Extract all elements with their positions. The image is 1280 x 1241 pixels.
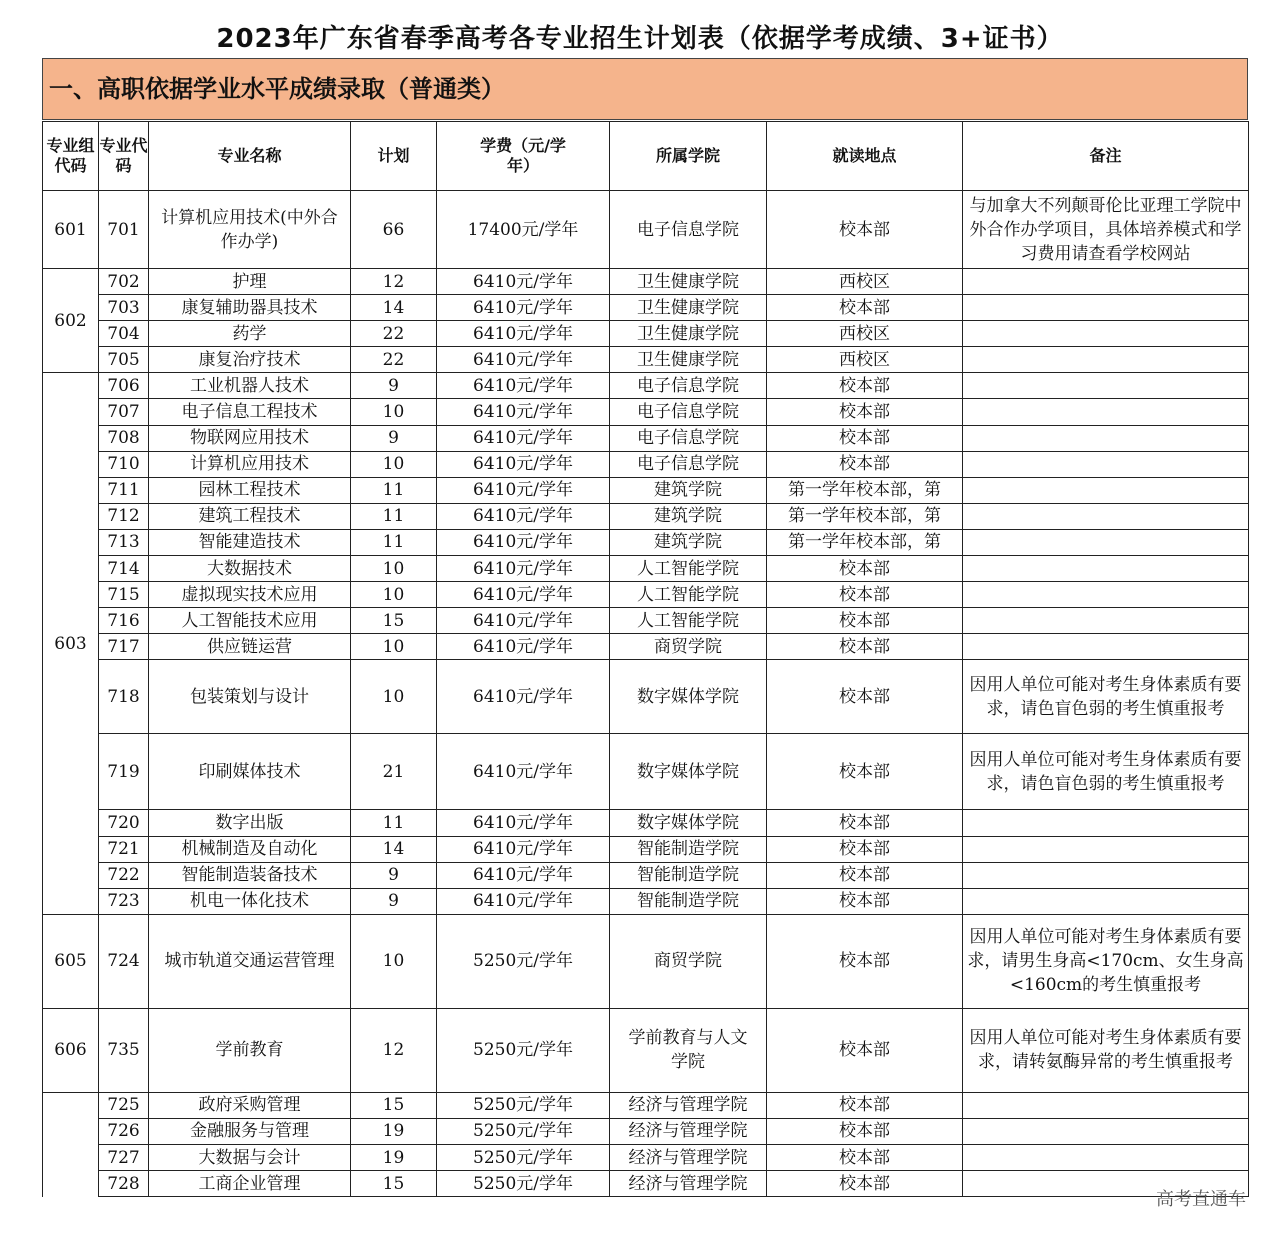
watermark: 高考直通车 (1156, 1189, 1246, 1210)
fee-cell: 5250元/学年 (437, 914, 610, 1008)
plan-cell: 22 (351, 347, 437, 373)
group-code-cell: 605 (43, 914, 99, 1008)
note-cell (963, 1144, 1249, 1170)
major-name-cell: 药学 (149, 321, 351, 347)
campus-cell: 校本部 (767, 914, 963, 1008)
table-body (43, 191, 1249, 1197)
fee-cell: 6410元/学年 (437, 529, 610, 555)
table-row (43, 836, 1249, 862)
campus-cell: 校本部 (767, 425, 963, 451)
campus-cell: 校本部 (767, 888, 963, 914)
table-row (43, 451, 1249, 477)
college-cell: 建筑学院 (610, 503, 767, 529)
fee-cell: 6410元/学年 (437, 660, 610, 734)
group-code-cell: 606 (43, 1008, 99, 1092)
major-name-cell: 机电一体化技术 (149, 888, 351, 914)
note-cell: 因用人单位可能对考生身体素质有要求，请转氨酶异常的考生慎重报考 (963, 1008, 1249, 1092)
note-cell (963, 1092, 1249, 1118)
campus-cell: 第一学年校本部，第 (767, 477, 963, 503)
plan-cell: 15 (351, 608, 437, 634)
fee-cell: 6410元/学年 (437, 556, 610, 582)
fee-cell: 6410元/学年 (437, 888, 610, 914)
plan-cell: 14 (351, 836, 437, 862)
major-code-cell: 706 (99, 373, 149, 399)
college-cell: 电子信息学院 (610, 373, 767, 399)
college-cell: 数字媒体学院 (610, 660, 767, 734)
major-code-cell: 710 (99, 451, 149, 477)
major-name-cell: 机械制造及自动化 (149, 836, 351, 862)
major-code-cell: 705 (99, 347, 149, 373)
campus-cell: 校本部 (767, 1092, 963, 1118)
college-cell: 人工智能学院 (610, 608, 767, 634)
header-note: 备注 (963, 122, 1249, 191)
table-row (43, 582, 1249, 608)
table-row (43, 1144, 1249, 1170)
table-row (43, 862, 1249, 888)
enrollment-plan-table (42, 121, 1249, 1197)
fee-cell: 6410元/学年 (437, 862, 610, 888)
campus-cell: 校本部 (767, 634, 963, 660)
fee-cell: 6410元/学年 (437, 608, 610, 634)
document-title: 2023年广东省春季高考各专业招生计划表（依据学考成绩、3+证书） (216, 24, 1064, 54)
major-name-cell: 康复治疗技术 (149, 347, 351, 373)
fee-cell: 6410元/学年 (437, 477, 610, 503)
major-name-cell: 计算机应用技术(中外合作办学) (149, 191, 351, 269)
plan-cell: 12 (351, 1008, 437, 1092)
plan-cell: 9 (351, 425, 437, 451)
table-row (43, 1118, 1249, 1144)
major-code-cell: 715 (99, 582, 149, 608)
table-row (43, 1092, 1249, 1118)
campus-cell: 校本部 (767, 810, 963, 836)
header-campus: 就读地点 (767, 122, 963, 191)
college-cell: 人工智能学院 (610, 582, 767, 608)
campus-cell: 校本部 (767, 373, 963, 399)
plan-cell: 11 (351, 503, 437, 529)
group-code-cell: 602 (43, 269, 99, 373)
note-cell (963, 295, 1249, 321)
table-row (43, 1008, 1249, 1092)
fee-cell: 6410元/学年 (437, 321, 610, 347)
college-cell: 人工智能学院 (610, 556, 767, 582)
note-cell (963, 1118, 1249, 1144)
table-row (43, 425, 1249, 451)
major-name-cell: 印刷媒体技术 (149, 734, 351, 810)
fee-cell: 6410元/学年 (437, 810, 610, 836)
fee-cell: 5250元/学年 (437, 1092, 610, 1118)
table-row (43, 503, 1249, 529)
header-row (43, 122, 1249, 191)
major-code-cell: 714 (99, 556, 149, 582)
plan-cell: 9 (351, 373, 437, 399)
major-code-cell: 704 (99, 321, 149, 347)
college-cell: 卫生健康学院 (610, 295, 767, 321)
note-cell (963, 451, 1249, 477)
plan-cell: 19 (351, 1144, 437, 1170)
plan-cell: 10 (351, 634, 437, 660)
note-cell (963, 529, 1249, 555)
note-cell (963, 425, 1249, 451)
plan-cell: 15 (351, 1171, 437, 1197)
major-code-cell: 727 (99, 1144, 149, 1170)
major-code-cell: 722 (99, 862, 149, 888)
campus-cell: 校本部 (767, 1171, 963, 1197)
major-name-cell: 城市轨道交通运营管理 (149, 914, 351, 1008)
campus-cell: 校本部 (767, 295, 963, 321)
campus-cell: 校本部 (767, 399, 963, 425)
fee-cell: 6410元/学年 (437, 399, 610, 425)
table-row (43, 477, 1249, 503)
campus-cell: 校本部 (767, 582, 963, 608)
major-name-cell: 大数据技术 (149, 556, 351, 582)
major-name-cell: 计算机应用技术 (149, 451, 351, 477)
plan-cell: 9 (351, 888, 437, 914)
fee-cell: 6410元/学年 (437, 269, 610, 295)
college-cell: 电子信息学院 (610, 425, 767, 451)
campus-cell: 第一学年校本部，第 (767, 529, 963, 555)
major-name-cell: 电子信息工程技术 (149, 399, 351, 425)
note-cell (963, 347, 1249, 373)
major-code-cell: 720 (99, 810, 149, 836)
major-name-cell: 工业机器人技术 (149, 373, 351, 399)
major-name-cell: 工商企业管理 (149, 1171, 351, 1197)
major-code-cell: 725 (99, 1092, 149, 1118)
header-major-name: 专业名称 (149, 122, 351, 191)
major-name-cell: 数字出版 (149, 810, 351, 836)
note-cell (963, 810, 1249, 836)
major-code-cell: 707 (99, 399, 149, 425)
plan-cell: 11 (351, 477, 437, 503)
plan-cell: 22 (351, 321, 437, 347)
fee-cell: 6410元/学年 (437, 634, 610, 660)
header-fee: 学费（元/学年） (437, 122, 610, 191)
table-row (43, 529, 1249, 555)
fee-cell: 6410元/学年 (437, 373, 610, 399)
fee-cell: 17400元/学年 (437, 191, 610, 269)
major-code-cell: 728 (99, 1171, 149, 1197)
fee-cell: 5250元/学年 (437, 1171, 610, 1197)
major-code-cell: 723 (99, 888, 149, 914)
plan-cell: 14 (351, 295, 437, 321)
plan-cell: 10 (351, 660, 437, 734)
note-cell (963, 269, 1249, 295)
plan-cell: 10 (351, 582, 437, 608)
section-heading: 一、高职依据学业水平成绩录取（普通类） (42, 58, 1248, 120)
fee-cell: 5250元/学年 (437, 1144, 610, 1170)
major-name-cell: 物联网应用技术 (149, 425, 351, 451)
group-code-cell: 603 (43, 373, 99, 914)
college-cell: 电子信息学院 (610, 399, 767, 425)
campus-cell: 校本部 (767, 608, 963, 634)
table-row (43, 321, 1249, 347)
table-row (43, 295, 1249, 321)
campus-cell: 校本部 (767, 660, 963, 734)
note-cell: 因用人单位可能对考生身体素质有要求，请男生身高<170cm、女生身高<160cm的考生慎重报考 (963, 914, 1249, 1008)
college-cell: 电子信息学院 (610, 451, 767, 477)
college-cell: 智能制造学院 (610, 836, 767, 862)
table-row (43, 399, 1249, 425)
major-code-cell: 718 (99, 660, 149, 734)
header-group-code: 专业组代码 (43, 122, 99, 191)
major-name-cell: 供应链运营 (149, 634, 351, 660)
major-name-cell: 金融服务与管理 (149, 1118, 351, 1144)
college-cell: 经济与管理学院 (610, 1118, 767, 1144)
fee-cell: 5250元/学年 (437, 1008, 610, 1092)
major-code-cell: 726 (99, 1118, 149, 1144)
plan-cell: 11 (351, 810, 437, 836)
note-cell (963, 634, 1249, 660)
group-code-cell (43, 1092, 99, 1196)
table-row (43, 660, 1249, 734)
table-row (43, 191, 1249, 269)
campus-cell: 第一学年校本部，第 (767, 503, 963, 529)
plan-cell: 15 (351, 1092, 437, 1118)
major-name-cell: 人工智能技术应用 (149, 608, 351, 634)
major-name-cell: 护理 (149, 269, 351, 295)
campus-cell: 西校区 (767, 269, 963, 295)
major-name-cell: 建筑工程技术 (149, 503, 351, 529)
table-row (43, 269, 1249, 295)
major-code-cell: 719 (99, 734, 149, 810)
note-cell (963, 836, 1249, 862)
note-cell (963, 373, 1249, 399)
college-cell: 智能制造学院 (610, 862, 767, 888)
college-cell: 卫生健康学院 (610, 269, 767, 295)
major-code-cell: 717 (99, 634, 149, 660)
major-code-cell: 712 (99, 503, 149, 529)
major-name-cell: 虚拟现实技术应用 (149, 582, 351, 608)
page-cut (0, 1202, 1280, 1241)
major-name-cell: 智能建造技术 (149, 529, 351, 555)
college-cell: 电子信息学院 (610, 191, 767, 269)
campus-cell: 校本部 (767, 836, 963, 862)
college-cell: 商贸学院 (610, 914, 767, 1008)
note-cell (963, 399, 1249, 425)
note-cell (963, 503, 1249, 529)
fee-cell: 6410元/学年 (437, 582, 610, 608)
table-row (43, 734, 1249, 810)
major-code-cell: 713 (99, 529, 149, 555)
major-code-cell: 735 (99, 1008, 149, 1092)
table-row (43, 1171, 1249, 1197)
fee-cell: 6410元/学年 (437, 425, 610, 451)
fee-cell: 6410元/学年 (437, 295, 610, 321)
major-name-cell: 大数据与会计 (149, 1144, 351, 1170)
college-cell: 商贸学院 (610, 634, 767, 660)
plan-cell: 66 (351, 191, 437, 269)
college-cell: 学前教育与人文学院 (610, 1008, 767, 1092)
college-cell: 建筑学院 (610, 477, 767, 503)
major-code-cell: 721 (99, 836, 149, 862)
campus-cell: 校本部 (767, 1144, 963, 1170)
note-cell: 因用人单位可能对考生身体素质有要求，请色盲色弱的考生慎重报考 (963, 660, 1249, 734)
plan-cell: 19 (351, 1118, 437, 1144)
plan-cell: 10 (351, 451, 437, 477)
note-cell (963, 556, 1249, 582)
note-cell: 与加拿大不列颠哥伦比亚理工学院中外合作办学项目，具体培养模式和学习费用请查看学校网站 (963, 191, 1249, 269)
plan-cell: 21 (351, 734, 437, 810)
plan-cell: 10 (351, 399, 437, 425)
campus-cell: 校本部 (767, 1118, 963, 1144)
major-name-cell: 政府采购管理 (149, 1092, 351, 1118)
college-cell: 数字媒体学院 (610, 734, 767, 810)
major-code-cell: 701 (99, 191, 149, 269)
major-name-cell: 学前教育 (149, 1008, 351, 1092)
campus-cell: 校本部 (767, 1008, 963, 1092)
major-name-cell: 包装策划与设计 (149, 660, 351, 734)
table-row (43, 888, 1249, 914)
note-cell (963, 888, 1249, 914)
table-row (43, 347, 1249, 373)
major-code-cell: 708 (99, 425, 149, 451)
plan-cell: 10 (351, 556, 437, 582)
table-row (43, 634, 1249, 660)
table-row (43, 810, 1249, 836)
college-cell: 经济与管理学院 (610, 1144, 767, 1170)
note-cell: 因用人单位可能对考生身体素质有要求，请色盲色弱的考生慎重报考 (963, 734, 1249, 810)
header-major-code: 专业代码 (99, 122, 149, 191)
fee-cell: 6410元/学年 (437, 451, 610, 477)
table-row (43, 914, 1249, 1008)
major-name-cell: 康复辅助器具技术 (149, 295, 351, 321)
plan-cell: 9 (351, 862, 437, 888)
table-row (43, 608, 1249, 634)
fee-cell: 6410元/学年 (437, 503, 610, 529)
college-cell: 卫生健康学院 (610, 347, 767, 373)
major-code-cell: 724 (99, 914, 149, 1008)
fee-cell: 6410元/学年 (437, 836, 610, 862)
college-cell: 经济与管理学院 (610, 1171, 767, 1197)
plan-cell: 10 (351, 914, 437, 1008)
college-cell: 经济与管理学院 (610, 1092, 767, 1118)
plan-cell: 12 (351, 269, 437, 295)
fee-cell: 6410元/学年 (437, 734, 610, 810)
college-cell: 智能制造学院 (610, 888, 767, 914)
college-cell: 建筑学院 (610, 529, 767, 555)
plan-cell: 11 (351, 529, 437, 555)
major-name-cell: 智能制造装备技术 (149, 862, 351, 888)
major-name-cell: 园林工程技术 (149, 477, 351, 503)
campus-cell: 校本部 (767, 862, 963, 888)
note-cell (963, 321, 1249, 347)
campus-cell: 校本部 (767, 451, 963, 477)
table-row (43, 556, 1249, 582)
group-code-cell: 601 (43, 191, 99, 269)
fee-cell: 5250元/学年 (437, 1118, 610, 1144)
note-cell (963, 862, 1249, 888)
header-college: 所属学院 (610, 122, 767, 191)
college-cell: 数字媒体学院 (610, 810, 767, 836)
campus-cell: 西校区 (767, 347, 963, 373)
major-code-cell: 702 (99, 269, 149, 295)
campus-cell: 西校区 (767, 321, 963, 347)
note-cell (963, 477, 1249, 503)
note-cell (963, 582, 1249, 608)
major-code-cell: 703 (99, 295, 149, 321)
major-code-cell: 711 (99, 477, 149, 503)
header-plan: 计划 (351, 122, 437, 191)
campus-cell: 校本部 (767, 556, 963, 582)
campus-cell: 校本部 (767, 191, 963, 269)
note-cell (963, 608, 1249, 634)
campus-cell: 校本部 (767, 734, 963, 810)
fee-cell: 6410元/学年 (437, 347, 610, 373)
college-cell: 卫生健康学院 (610, 321, 767, 347)
major-code-cell: 716 (99, 608, 149, 634)
table-row (43, 373, 1249, 399)
